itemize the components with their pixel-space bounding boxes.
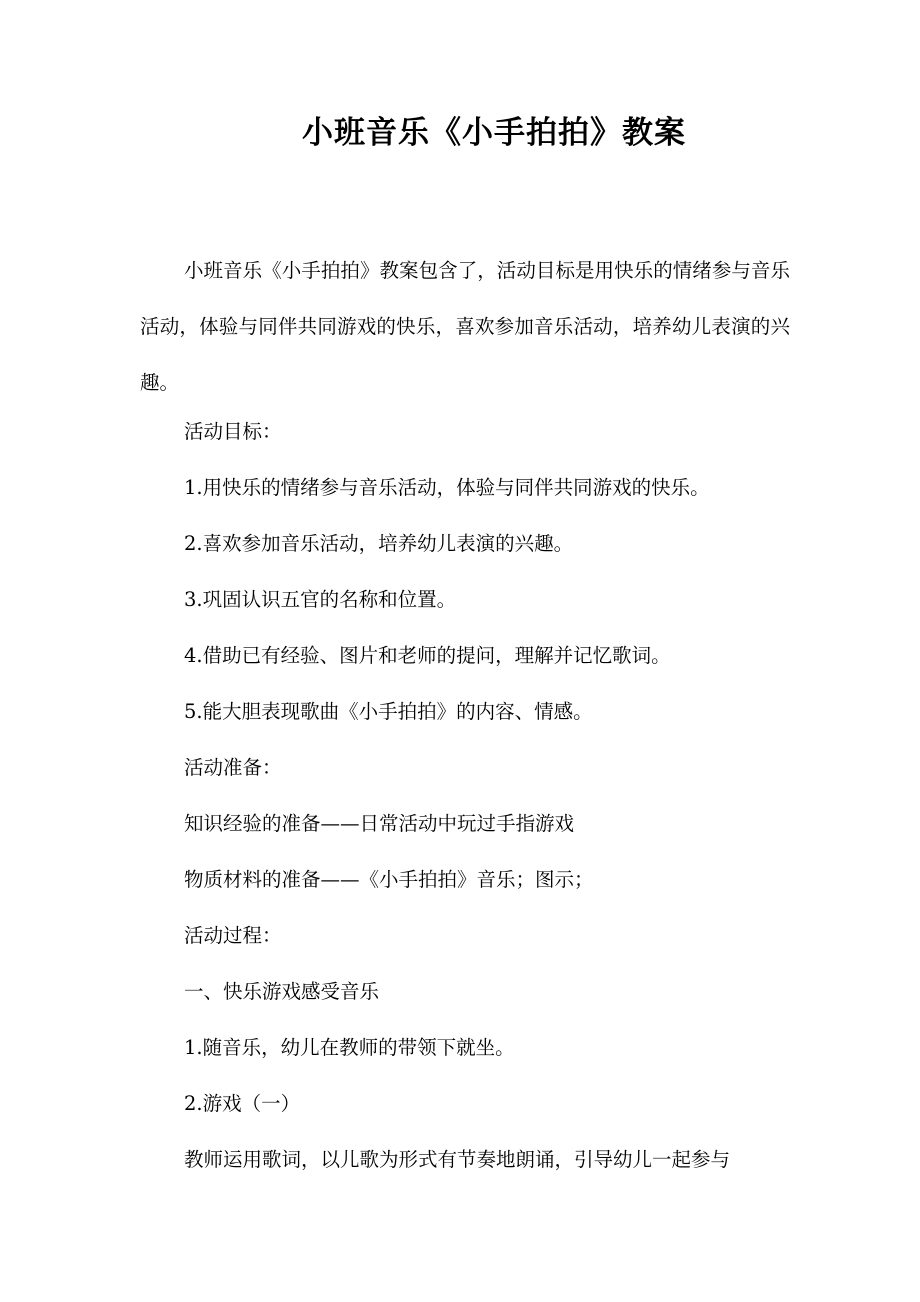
preparation-knowledge: 知识经验的准备——日常活动中玩过手指游戏 xyxy=(184,812,575,835)
section-heading-goals: 活动目标： xyxy=(184,420,282,443)
document-title: 小班音乐《小手拍拍》教案 xyxy=(302,115,686,151)
section-heading-preparation: 活动准备： xyxy=(184,756,282,779)
intro-paragraph: 小班音乐《小手拍拍》教案包含了，活动目标是用快乐的情绪参与音乐活动，体验与同伴共同游戏的快乐，喜欢参加音乐活动，培养幼儿表演的兴趣。 xyxy=(140,259,790,394)
process-text-line: 教师运用歌词，以儿歌为形式有节奏地朗诵，引导幼儿一起参与 xyxy=(184,1148,731,1171)
preparation-materials: 物质材料的准备——《小手拍拍》音乐；图示； xyxy=(184,868,594,891)
process-step-heading-1: 一、快乐游戏感受音乐 xyxy=(184,980,380,1003)
process-item-2: 2.游戏（一） xyxy=(184,1092,301,1115)
goal-item-1: 1.用快乐的情绪参与音乐活动，体验与同伴共同游戏的快乐。 xyxy=(184,476,710,499)
goal-item-3: 3.巩固认识五官的名称和位置。 xyxy=(184,588,457,611)
goal-item-2: 2.喜欢参加音乐活动，培养幼儿表演的兴趣。 xyxy=(184,532,574,555)
process-item-1: 1.随音乐，幼儿在教师的带领下就坐。 xyxy=(184,1036,515,1059)
goal-item-5: 5.能大胆表现歌曲《小手拍拍》的内容、情感。 xyxy=(184,700,593,723)
goal-item-4: 4.借助已有经验、图片和老师的提问，理解并记忆歌词。 xyxy=(184,644,671,667)
section-heading-process: 活动过程： xyxy=(184,924,282,947)
